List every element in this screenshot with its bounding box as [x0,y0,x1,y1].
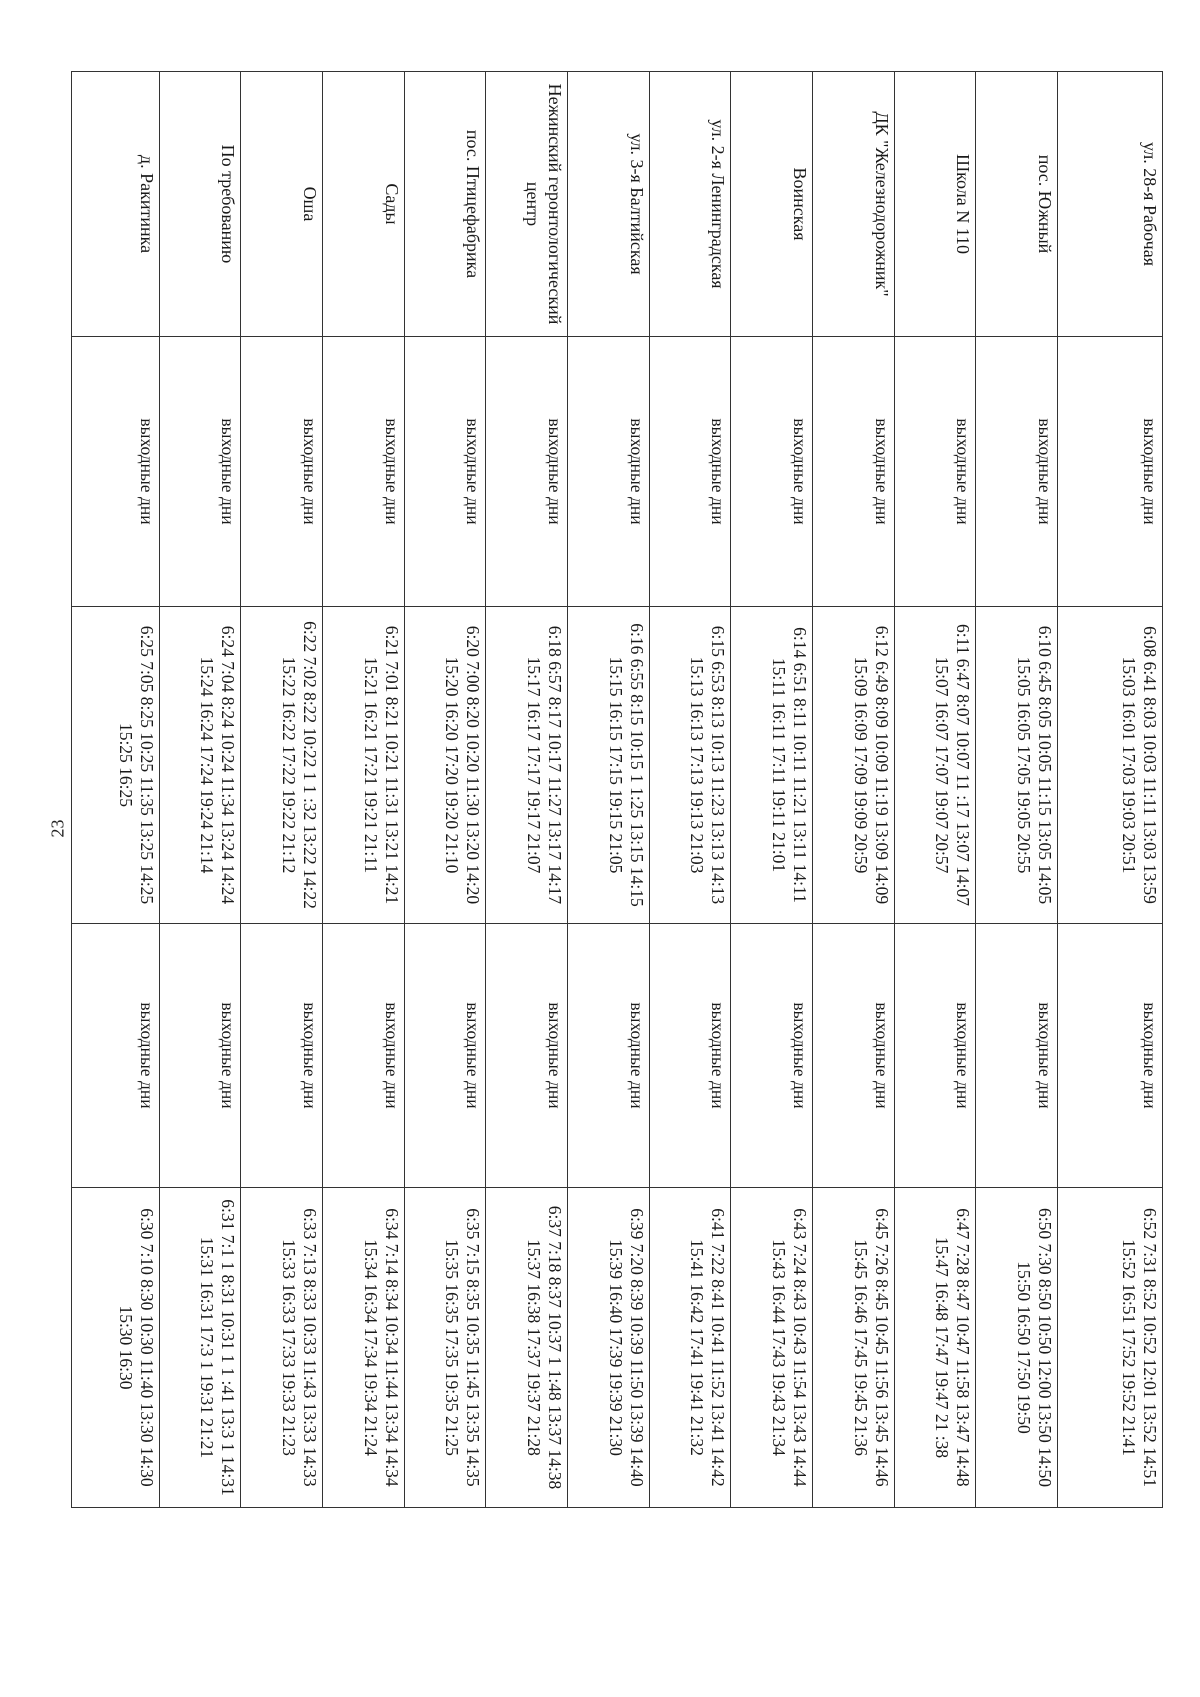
day-type-cell: выходные дни [894,337,976,607]
schedule-table-body [72,72,1163,1508]
day-type-cell: выходные дни [241,924,323,1188]
stop-name: пос. Южный [976,72,1058,337]
day-type-cell: выходные дни [568,337,650,607]
day-type-cell: выходные дни [731,924,813,1188]
times-direction-2: 6:30 7:10 8:30 10:30 11:40 13:30 14:30 15:30 16:30 [72,1188,160,1508]
table-row [241,72,323,1508]
table-row [976,72,1058,1508]
table-row [72,72,160,1508]
times-direction-2: 6:34 7:14 8:34 10:34 11:44 13:34 14:34 15:34 16:34 17:34 19:34 21:24 [323,1188,405,1508]
times-direction-1: 6:15 6:53 8:13 10:13 11:23 13:13 14:13 15:13 16:13 17:13 19:13 21:03 [649,607,731,924]
day-type-cell: выходные дни [894,924,976,1188]
table-row [649,72,731,1508]
day-type-cell: выходные дни [159,924,241,1188]
stop-name: По требованию [159,72,241,337]
times-direction-2: 6:37 7:18 8:37 10:37 1 1:48 13:37 14:38 15:37 16:38 17:37 19:37 21:28 [486,1188,568,1508]
times-direction-2: 6:33 7:13 8:33 10:33 11:43 13:33 14:33 15:33 16:33 17:33 19:33 21:23 [241,1188,323,1508]
times-direction-1: 6:22 7:02 8:22 10:22 1 1 :32 13:22 14:22 15:22 16:22 17:22 19:22 21:12 [241,607,323,924]
times-direction-1: 6:12 6:49 8:09 10:09 11:19 13:09 14:09 15:09 16:09 17:09 19:09 20:59 [812,607,894,924]
day-type-cell: выходные дни [241,337,323,607]
day-type-cell: выходные дни [72,924,160,1188]
day-type-cell: выходные дни [72,337,160,607]
day-type-cell: выходные дни [323,337,405,607]
stop-name: ул. 2-я Ленинградская [649,72,731,337]
schedule-table [71,71,1163,1508]
stop-name: пос. Птицефабрика [404,72,486,337]
stop-name: Воинская [731,72,813,337]
times-direction-2: 6:31 7:1 1 8:31 10:31 1 1 :41 13:3 1 14:31 15:31 16:31 17:3 1 19:31 21:21 [159,1188,241,1508]
day-type-cell: выходные дни [649,924,731,1188]
times-direction-1: 6:11 6:47 8:07 10:07 11 :17 13:07 14:07 15:07 16:07 17:07 19:07 20:57 [894,607,976,924]
times-direction-2: 6:39 7:20 8:39 10:39 11:50 13:39 14:40 15:39 16:40 17:39 19:39 21:30 [568,1188,650,1508]
times-direction-2: 6:41 7:22 8:41 10:41 11:52 13:41 14:42 15:41 16:42 17:41 19:41 21:32 [649,1188,731,1508]
times-direction-1: 6:21 7:01 8:21 10:21 11:31 13:21 14:21 15:21 16:21 17:21 19:21 21:11 [323,607,405,924]
table-row [404,72,486,1508]
page-number: 23 [47,819,68,838]
table-row [323,72,405,1508]
times-direction-2: 6:35 7:15 8:35 10:35 11:45 13:35 14:35 15:35 16:35 17:35 19:35 21:25 [404,1188,486,1508]
day-type-cell: выходные дни [486,337,568,607]
times-direction-1: 6:24 7:04 8:24 10:24 11:34 13:24 14:24 15:24 16:24 17:24 19:24 21:14 [159,607,241,924]
stop-name: ул. 3-я Балтийская [568,72,650,337]
times-direction-1: 6:25 7:05 8:25 10:25 11:35 13:25 14:25 15:25 16:25 [72,607,160,924]
times-direction-1: 6:16 6:55 8:15 10:15 1 1:25 13:15 14:15 15:15 16:15 17:15 19:15 21:05 [568,607,650,924]
day-type-cell: выходные дни [486,924,568,1188]
day-type-cell: выходные дни [812,337,894,607]
day-type-cell: выходные дни [812,924,894,1188]
times-direction-1: 6:14 6:51 8:11 10:11 11:21 13:11 14:11 15:11 16:11 17:11 19:11 21:01 [731,607,813,924]
day-type-cell: выходные дни [404,337,486,607]
times-direction-2: 6:43 7:24 8:43 10:43 11:54 13:43 14:44 15:43 16:44 17:43 19:43 21:34 [731,1188,813,1508]
day-type-cell: выходные дни [404,924,486,1188]
day-type-cell: выходные дни [976,337,1058,607]
day-type-cell: выходные дни [1057,924,1162,1188]
table-row [894,72,976,1508]
day-type-cell: выходные дни [731,337,813,607]
times-direction-2: 6:45 7:26 8:45 10:45 11:56 13:45 14:46 15:45 16:46 17:45 19:45 21:36 [812,1188,894,1508]
stop-name: ДК "Железнодорожник" [812,72,894,337]
schedule-table-container [71,71,1163,1507]
times-direction-2: 6:52 7:31 8:52 10:52 12:01 13:52 14:51 15:52 16:51 17:52 19:52 21:41 [1057,1188,1162,1508]
times-direction-1: 6:18 6:57 8:17 10:17 11:27 13:17 14:17 15:17 16:17 17:17 19:17 21:07 [486,607,568,924]
times-direction-1: 6:20 7:00 8:20 10:20 11:30 13:20 14:20 15:20 16:20 17:20 19:20 21:10 [404,607,486,924]
day-type-cell: выходные дни [976,924,1058,1188]
times-direction-1: 6:10 6:45 8:05 10:05 11:15 13:05 14:05 15:05 16:05 17:05 19:05 20:55 [976,607,1058,924]
table-row [1057,72,1162,1508]
table-row [731,72,813,1508]
table-row [486,72,568,1508]
stop-name: Сады [323,72,405,337]
day-type-cell: выходные дни [159,337,241,607]
stop-name: Оша [241,72,323,337]
day-type-cell: выходные дни [649,337,731,607]
day-type-cell: выходные дни [323,924,405,1188]
table-row [812,72,894,1508]
stop-name: Школа N 110 [894,72,976,337]
stop-name: ул. 28-я Рабочая [1057,72,1162,337]
stop-name: д. Ракитинка [72,72,160,337]
table-row [159,72,241,1508]
day-type-cell: выходные дни [568,924,650,1188]
times-direction-2: 6:47 7:28 8:47 10:47 11:58 13:47 14:48 15:47 16:48 17:47 19:47 21 :38 [894,1188,976,1508]
times-direction-1: 6:08 6:41 8:03 10:03 11:11 13:03 13:59 15:03 16:01 17:03 19:03 20:51 [1057,607,1162,924]
stop-name: Нежинский геронтологический центр [486,72,568,337]
times-direction-2: 6:50 7:30 8:50 10:50 12:00 13:50 14:50 15:50 16:50 17:50 19:50 [976,1188,1058,1508]
day-type-cell: выходные дни [1057,337,1162,607]
table-row [568,72,650,1508]
